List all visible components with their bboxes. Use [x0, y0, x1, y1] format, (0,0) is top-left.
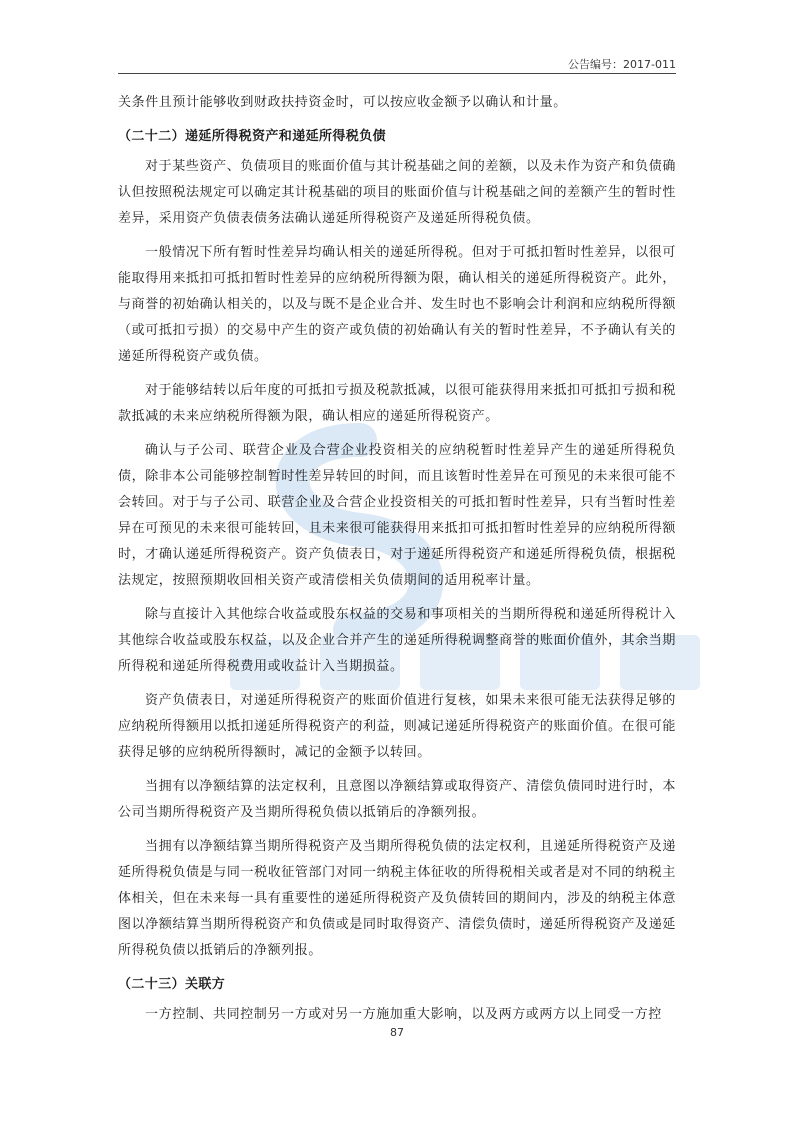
page-number: 87: [390, 1026, 404, 1039]
paragraph: 一般情况下所有暂时性差异均确认相关的递延所得税。但对于可抵扣暂时性差异，以很可能取得用来抵扣可抵扣暂时性差异的应纳税所得额为限，确认相关的递延所得税资产。此外，与商誉的初始确认相关的，以及与既不是企业合并、发生时也不影响会计利润和应纳税所得额（或可抵扣亏损）的交易中产生的资产或负债的初始确认有关的暂时性差异，不予确认有关的递延所得税资产或负债。: [118, 245, 676, 364]
paragraph: 当拥有以净额结算当期所得税资产及当期所得税负债的法定权利，且递延所得税资产及递延所得税负债是与同一税收征管部门对同一纳税主体征收的所得税相关或者是对不同的纳税主体相关，但在未来每一具有重要性的递延所得税资产及负债转回的期间内，涉及的纳税主体意图以净额结算当期所得税资产和负债或是同时取得资产、清偿负债时，递延所得税资产及递延所得税负债以抵销后的净额列报。: [118, 839, 676, 958]
paragraph: 对于能够结转以后年度的可抵扣亏损及税款抵减，以很可能获得用来抵扣可抵扣亏损和税款抵减的未来应纳税所得额为限，确认相应的递延所得税资产。: [118, 383, 676, 424]
announcement-code: 公告编号：2017-011: [568, 58, 676, 71]
header-divider: [118, 73, 676, 74]
paragraph: 资产负债表日，对递延所得税资产的账面价值进行复核，如果未来很可能无法获得足够的应纳税所得额用以抵扣递延所得税资产的利益，则减记递延所得税资产的账面价值。在很可能获得足够的应纳税所得额时，减记的金额予以转回。: [118, 693, 676, 760]
paragraph: 对于某些资产、负债项目的账面价值与其计税基础之间的差额，以及未作为资产和负债确认但按照税法规定可以确定其计税基础的项目的账面价值与计税基础之间的差额产生的暂时性差异，采用资产负债表债务法确认递延所得税资产及递延所得税负债。: [118, 159, 676, 226]
paragraph: 关条件且预计能够收到财政扶持资金时，可以按应收金额予以确认和计量。: [118, 95, 567, 110]
document-body: [118, 90, 676, 1036]
paragraph: 一方控制、共同控制另一方或对另一方施加重大影响，以及两方或两方以上同受一方控: [145, 1007, 662, 1022]
paragraph: 除与直接计入其他综合收益或股东权益的交易和事项相关的当期所得税和递延所得税计入其他综合收益或股东权益，以及企业合并产生的递延所得税调整商誉的账面价值外，其余当期所得税和递延所得税费用或收益计入当期损益。: [118, 607, 676, 674]
paragraph: 当拥有以净额结算的法定权利，且意图以净额结算或取得资产、清偿负债同时进行时，本公司当期所得税资产及当期所得税负债以抵销后的净额列报。: [118, 779, 676, 820]
section-heading: （二十二）递延所得税资产和递延所得税负债: [118, 129, 387, 144]
page-header: [118, 56, 676, 74]
section-heading: （二十三）关联方: [118, 977, 226, 992]
paragraph: 确认与子公司、联营企业及合营企业投资相关的应纳税暂时性差异产生的递延所得税负债，除非本公司能够控制暂时性差异转回的时间，而且该暂时性差异在可预见的未来很可能不会转回。对于与子公司、联营企业及合营企业投资相关的可抵扣暂时性差异，只有当暂时性差异在可预见的未来很可能转回，且未来很可能获得用来抵扣可抵扣暂时性差异的应纳税所得额时，才确认递延所得税资产。资产负债表日，对于递延所得税资产和递延所得税负债，根据税法规定，按照预期收回相关资产或清偿相关负债期间的适用税率计量。: [118, 443, 676, 588]
